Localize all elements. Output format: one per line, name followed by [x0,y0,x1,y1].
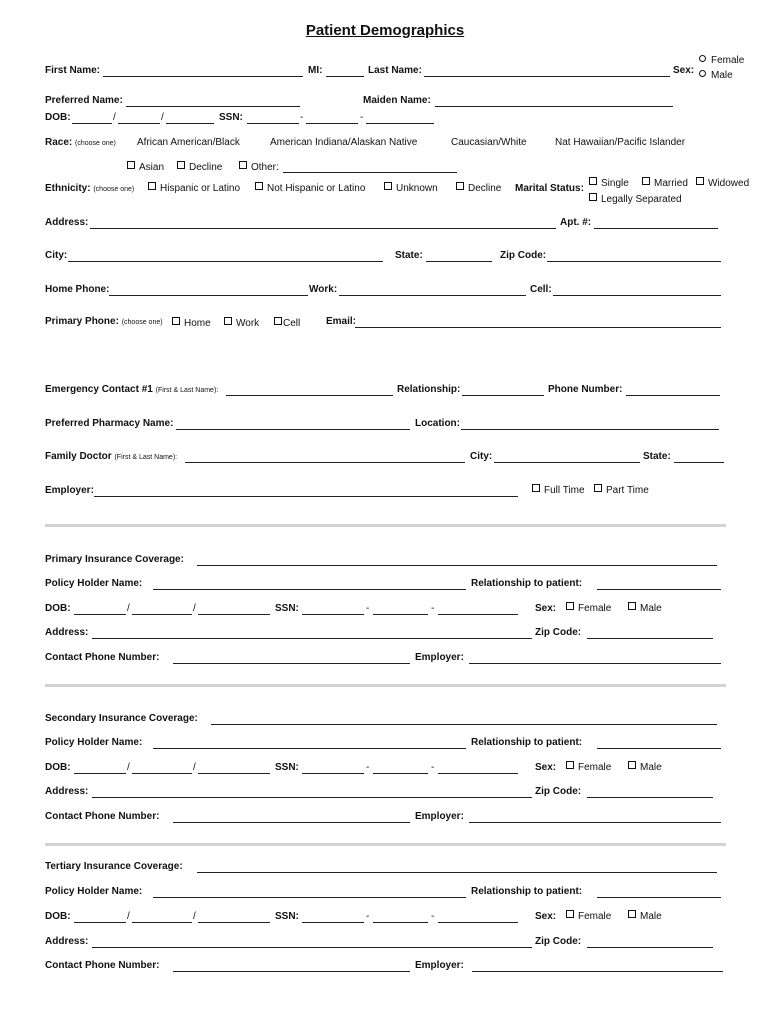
insured-dob-label: DOB: [45,603,71,614]
emergency-contact-label: Emergency Contact #1 (First & Last Name): [45,384,219,395]
work-phone-label: Work: [309,284,338,295]
zip-label: Zip Code: [500,250,547,261]
race-label: Race: (choose one) [45,137,116,148]
insured-employer-label: Employer: [415,811,464,822]
relationship-label: Relationship to patient: [471,737,583,748]
employment-part-time-option[interactable]: Part Time [594,484,649,497]
race-option-other[interactable]: Other: [239,161,279,174]
page-title: Patient Demographics [305,22,465,39]
insured-sex-female-option[interactable]: Female [566,761,611,774]
relationship-field[interactable] [597,748,721,749]
insured-zip-field[interactable] [587,947,713,948]
city-label: City: [45,250,68,261]
ethnicity-option-hispanic[interactable]: Hispanic or Latino [148,182,240,195]
insured-dob-day-field[interactable] [132,922,192,923]
pharmacy-location-field[interactable] [461,429,719,430]
mi-field[interactable] [326,76,364,77]
address-label: Address: [45,217,89,228]
emergency-relationship-label: Relationship: [397,384,461,395]
insured-ssn-part2-field[interactable] [373,773,428,774]
primary-phone-cell-option[interactable]: Cell [274,317,300,330]
mi-label: MI: [308,65,323,76]
insured-address-field[interactable] [92,797,532,798]
insured-ssn-part1-field[interactable] [302,922,364,923]
policy-holder-field[interactable] [153,897,466,898]
insured-dob-label: DOB: [45,762,71,773]
insured-zip-field[interactable] [587,638,713,639]
insured-dob-label: DOB: [45,911,71,922]
checkbox-icon [628,910,636,918]
maiden-name-label: Maiden Name: [363,95,431,106]
primary-phone-home-option[interactable]: Home [172,317,211,330]
insured-zip-label: Zip Code: [535,936,582,947]
radio-icon [699,55,706,62]
email-field[interactable] [355,327,721,328]
doctor-state-field[interactable] [674,462,724,463]
insured-dob-month-field[interactable] [74,614,126,615]
insured-address-field[interactable] [92,638,532,639]
ssn-part2-field[interactable] [306,123,358,124]
checkbox-icon [566,910,574,918]
separator: / [127,603,130,614]
race-option-african-american[interactable]: African American/Black [137,137,240,148]
doctor-city-field[interactable] [494,462,640,463]
insured-ssn-part3-field[interactable] [438,922,518,923]
dob-year-field[interactable] [166,123,214,124]
separator: - [300,112,304,123]
checkbox-icon [384,182,392,190]
cell-phone-label: Cell: [530,284,552,295]
secondary-insurance-field[interactable] [211,724,717,725]
preferred-name-label: Preferred Name: [45,95,123,106]
marital-option-widowed[interactable]: Widowed [696,177,749,190]
checkbox-icon [148,182,156,190]
insured-sex-male-option[interactable]: Male [628,761,662,774]
primary-phone-label: Primary Phone: (choose one) [45,316,163,327]
first-name-field[interactable] [103,76,303,77]
insured-address-field[interactable] [92,947,532,948]
ethnicity-option-unknown[interactable]: Unknown [384,182,438,195]
ssn-part1-field[interactable] [247,123,299,124]
separator: - [431,762,435,773]
dob-label: DOB: [45,112,71,123]
insured-dob-year-field[interactable] [198,773,270,774]
pharmacy-location-label: Location: [415,418,460,429]
insured-ssn-part2-field[interactable] [373,922,428,923]
section-divider [45,524,726,527]
insured-sex-male-option[interactable]: Male [628,910,662,923]
insured-dob-day-field[interactable] [132,614,192,615]
apt-label: Apt. #: [560,217,592,228]
race-option-pacific-islander[interactable]: Nat Hawaiian/Pacific Islander [555,137,686,148]
checkbox-icon [239,161,247,169]
insured-dob-month-field[interactable] [74,922,126,923]
ethnicity-label: Ethnicity: (choose one) [45,183,135,194]
employer-field[interactable] [94,496,518,497]
checkbox-icon [274,317,282,325]
maiden-name-field[interactable] [435,106,673,107]
separator: - [366,911,370,922]
sex-label: Sex: [673,65,695,76]
insured-dob-year-field[interactable] [198,614,270,615]
relationship-field[interactable] [597,897,721,898]
insured-sex-male-option[interactable]: Male [628,602,662,615]
insured-zip-label: Zip Code: [535,627,582,638]
primary-insurance-field[interactable] [197,565,717,566]
pharmacy-label: Preferred Pharmacy Name: [45,418,174,429]
insured-dob-month-field[interactable] [74,773,126,774]
primary-insurance-label: Primary Insurance Coverage: [45,554,184,565]
checkbox-icon [628,761,636,769]
home-phone-label: Home Phone: [45,284,110,295]
doctor-state-label: State: [643,451,671,462]
checkbox-icon [127,161,135,169]
checkbox-icon [696,177,704,185]
insured-ssn-part2-field[interactable] [373,614,428,615]
separator: - [366,603,370,614]
last-name-label: Last Name: [368,65,422,76]
contact-phone-label: Contact Phone Number: [45,811,160,822]
work-phone-field[interactable] [339,295,526,296]
separator: / [193,762,196,773]
radio-icon [699,70,706,77]
insured-zip-field[interactable] [587,797,713,798]
dob-month-field[interactable] [72,123,112,124]
separator: - [431,603,435,614]
ssn-label: SSN: [219,112,243,123]
insured-ssn-label: SSN: [275,762,299,773]
preferred-name-field[interactable] [126,106,300,107]
relationship-label: Relationship to patient: [471,886,583,897]
zip-field[interactable] [547,261,721,262]
checkbox-icon [589,177,597,185]
policy-holder-label: Policy Holder Name: [45,886,143,897]
tertiary-insurance-field[interactable] [197,872,717,873]
relationship-field[interactable] [597,589,721,590]
insured-employer-label: Employer: [415,960,464,971]
race-option-caucasian[interactable]: Caucasian/White [451,137,527,148]
separator: - [366,762,370,773]
section-divider [45,684,726,687]
checkbox-icon [177,161,185,169]
emergency-contact-field[interactable] [226,395,393,396]
insured-employer-field[interactable] [469,822,721,823]
separator: / [193,603,196,614]
state-field[interactable] [426,261,492,262]
insured-ssn-part1-field[interactable] [302,614,364,615]
apt-field[interactable] [594,228,718,229]
checkbox-icon [224,317,232,325]
emergency-phone-label: Phone Number: [548,384,623,395]
checkbox-icon [642,177,650,185]
contact-phone-field[interactable] [173,822,410,823]
insured-ssn-part3-field[interactable] [438,614,518,615]
insured-address-label: Address: [45,627,89,638]
address-field[interactable] [90,228,556,229]
race-option-american-indian[interactable]: American Indiana/Alaskan Native [270,137,418,148]
family-doctor-field[interactable] [185,462,465,463]
policy-holder-field[interactable] [153,589,466,590]
pharmacy-field[interactable] [176,429,410,430]
cell-phone-field[interactable] [553,295,721,296]
separator: / [113,112,116,123]
insured-employer-field[interactable] [469,663,721,664]
separator: / [127,762,130,773]
sex-female-option[interactable]: Female [699,55,744,67]
checkbox-icon [255,182,263,190]
insured-employer-field[interactable] [472,971,723,972]
insured-sex-label: Sex: [535,911,557,922]
checkbox-icon [566,761,574,769]
checkbox-icon [566,602,574,610]
race-option-decline[interactable]: Decline [177,161,222,174]
insured-ssn-part1-field[interactable] [302,773,364,774]
doctor-city-label: City: [470,451,493,462]
separator: - [431,911,435,922]
emergency-relationship-field[interactable] [462,395,544,396]
email-label: Email: [326,316,357,327]
marital-status-label: Marital Status: [515,183,584,194]
secondary-insurance-label: Secondary Insurance Coverage: [45,713,198,724]
insured-dob-year-field[interactable] [198,922,270,923]
contact-phone-field[interactable] [173,971,410,972]
section-divider [45,843,726,846]
primary-phone-work-option[interactable]: Work [224,317,259,330]
policy-holder-label: Policy Holder Name: [45,737,143,748]
separator: - [360,112,364,123]
employment-full-time-option[interactable]: Full Time [532,484,585,497]
ethnicity-option-decline[interactable]: Decline [456,182,501,195]
city-field[interactable] [68,261,383,262]
insured-ssn-part3-field[interactable] [438,773,518,774]
first-name-label: First Name: [45,65,101,76]
insured-address-label: Address: [45,786,89,797]
insured-employer-label: Employer: [415,652,464,663]
marital-option-married[interactable]: Married [642,177,688,190]
sex-male-option[interactable]: Male [699,70,733,82]
insured-sex-female-option[interactable]: Female [566,602,611,615]
emergency-phone-field[interactable] [626,395,720,396]
policy-holder-field[interactable] [153,748,466,749]
ethnicity-option-not-hispanic[interactable]: Not Hispanic or Latino [255,182,365,195]
checkbox-icon [532,484,540,492]
insured-sex-female-option[interactable]: Female [566,910,611,923]
checkbox-icon [594,484,602,492]
home-phone-field[interactable] [109,295,308,296]
insured-address-label: Address: [45,936,89,947]
marital-option-single[interactable]: Single [589,177,629,190]
race-other-field[interactable] [283,172,457,173]
marital-option-legally-separated[interactable]: Legally Separated [589,193,682,206]
checkbox-icon [456,182,464,190]
insured-sex-label: Sex: [535,762,557,773]
contact-phone-field[interactable] [173,663,410,664]
tertiary-insurance-label: Tertiary Insurance Coverage: [45,861,183,872]
insured-ssn-label: SSN: [275,603,299,614]
separator: / [193,911,196,922]
insured-dob-day-field[interactable] [132,773,192,774]
family-doctor-label: Family Doctor (First & Last Name): [45,451,178,462]
dob-day-field[interactable] [118,123,160,124]
insured-zip-label: Zip Code: [535,786,582,797]
relationship-label: Relationship to patient: [471,578,583,589]
contact-phone-label: Contact Phone Number: [45,960,160,971]
contact-phone-label: Contact Phone Number: [45,652,160,663]
state-label: State: [395,250,423,261]
checkbox-icon [589,193,597,201]
ssn-part3-field[interactable] [366,123,434,124]
last-name-field[interactable] [424,76,670,77]
separator: / [127,911,130,922]
employer-label: Employer: [45,485,94,496]
checkbox-icon [172,317,180,325]
insured-sex-label: Sex: [535,603,557,614]
checkbox-icon [628,602,636,610]
race-option-asian[interactable]: Asian [127,161,164,174]
policy-holder-label: Policy Holder Name: [45,578,143,589]
separator: / [161,112,164,123]
insured-ssn-label: SSN: [275,911,299,922]
